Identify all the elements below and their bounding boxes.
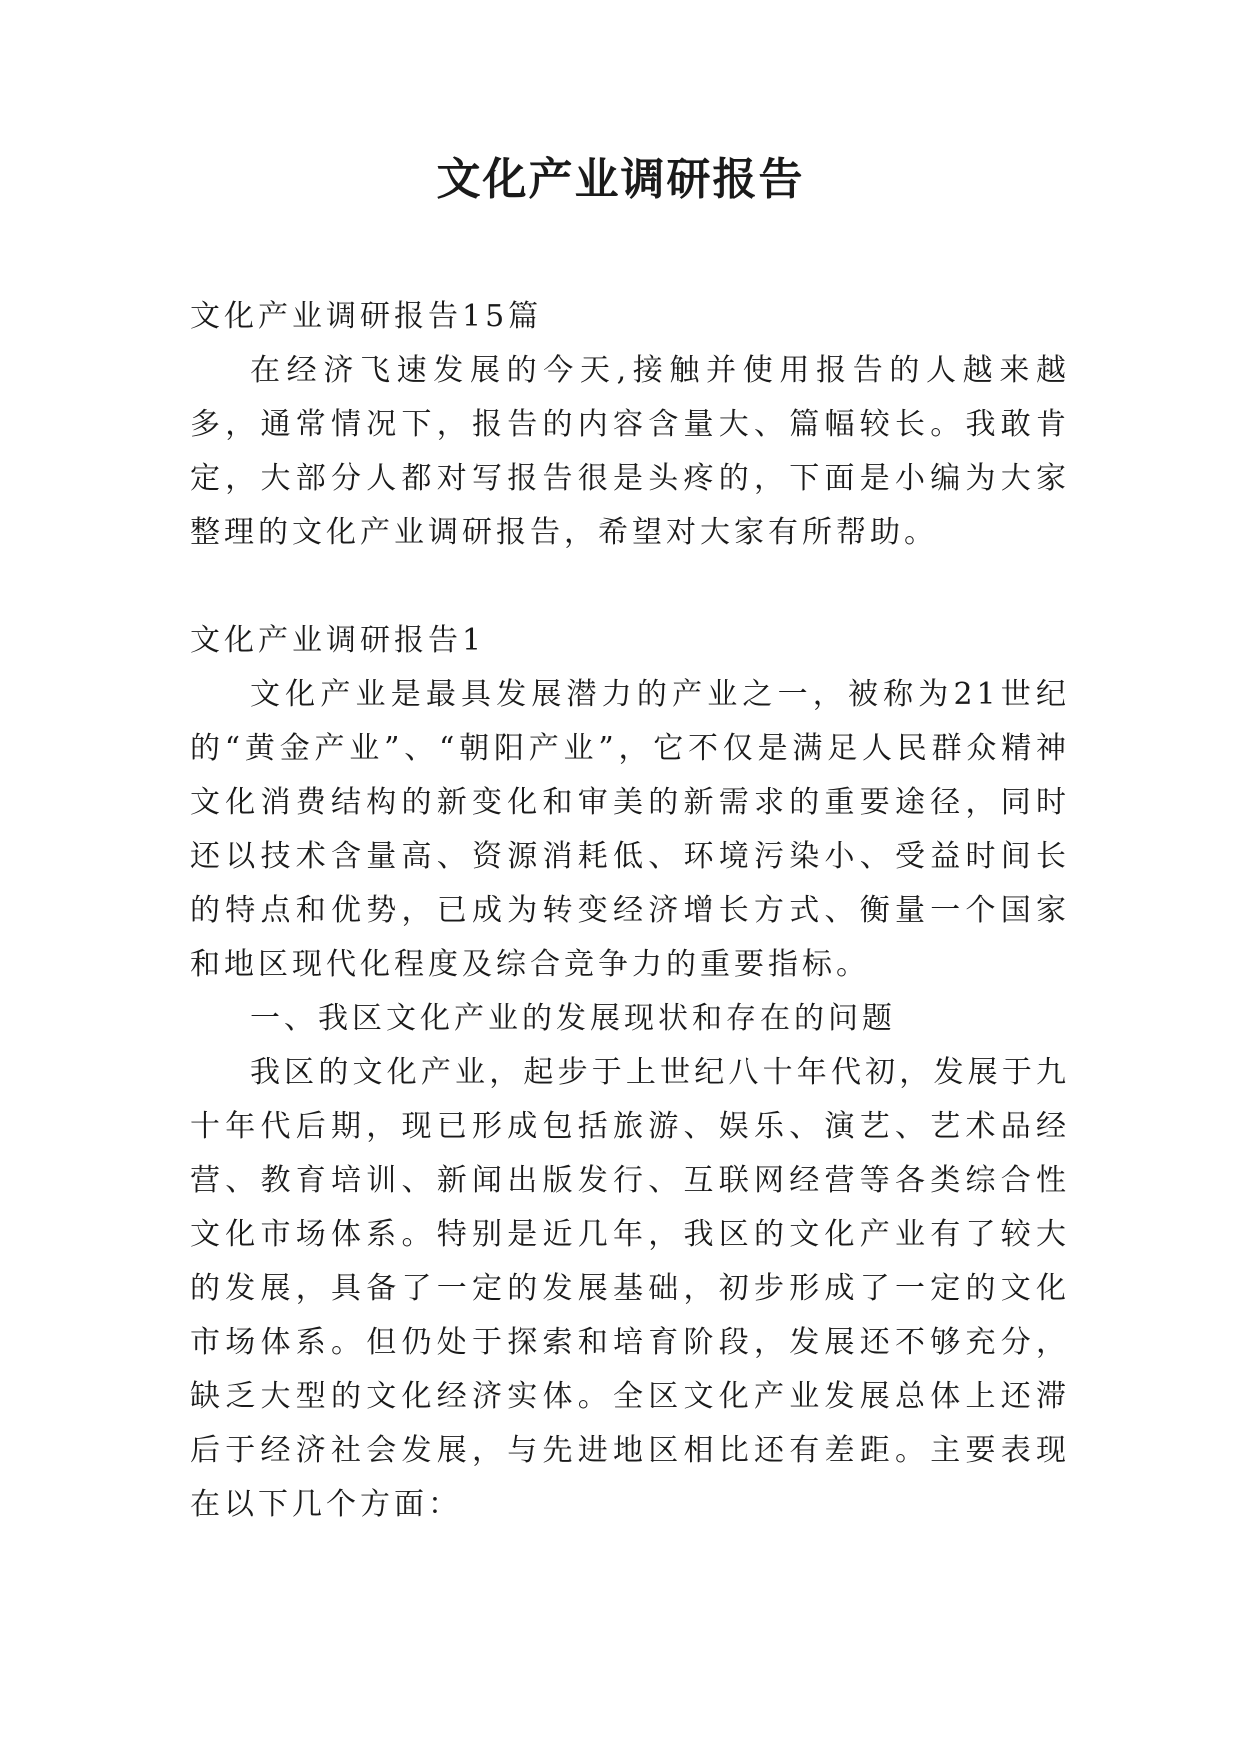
section-paragraph: 文化产业是最具发展潜力的产业之一，被称为21世纪的“黄金产业”、“朝阳产业”，它不仅是满足人民群众精神文化消费结构的新变化和审美的新需求的重要途径，同时还以技术含量高、资源消耗低、环境污染小、受益时间长的特点和优势，已成为转变经济增长方式、衡量一个国家和地区现代化程度及综合竞争力的重要指标。 — [190, 677, 1070, 982]
paragraph-gap — [190, 560, 1070, 614]
section-paragraph: 我区的文化产业，起步于上世纪八十年代初，发展于九十年代后期，现已形成包括旅游、娱乐、演艺、艺术品经营、教育培训、新闻出版发行、互联网经营等各类综合性文化市场体系。特别是近几年，我区的文化产业有了较大的发展，具备了一定的发展基础，初步形成了一定的文化市场体系。但仍处于探索和培育阶段，发展还不够充分，缺乏大型的文化经济实体。全区文化产业发展总体上还滞后于经济社会发展，与先进地区相比还有差距。主要表现在以下几个方面： — [190, 1055, 1070, 1522]
section-heading: 文化产业调研报告1 — [190, 623, 486, 658]
section-subheading: 一、我区文化产业的发展现状和存在的问题 — [250, 1001, 896, 1036]
intro-paragraph: 在经济飞速发展的今天,接触并使用报告的人越来越多，通常情况下，报告的内容含量大、篇幅较长。我敢肯定，大部分人都对写报告很是头疼的，下面是小编为大家整理的文化产业调研报告，希望对大家有所帮助。 — [190, 353, 1070, 550]
document-subtitle: 文化产业调研报告15篇 — [190, 299, 543, 334]
document-body — [190, 290, 1070, 1532]
document-title: 文化产业调研报告 — [436, 154, 805, 205]
